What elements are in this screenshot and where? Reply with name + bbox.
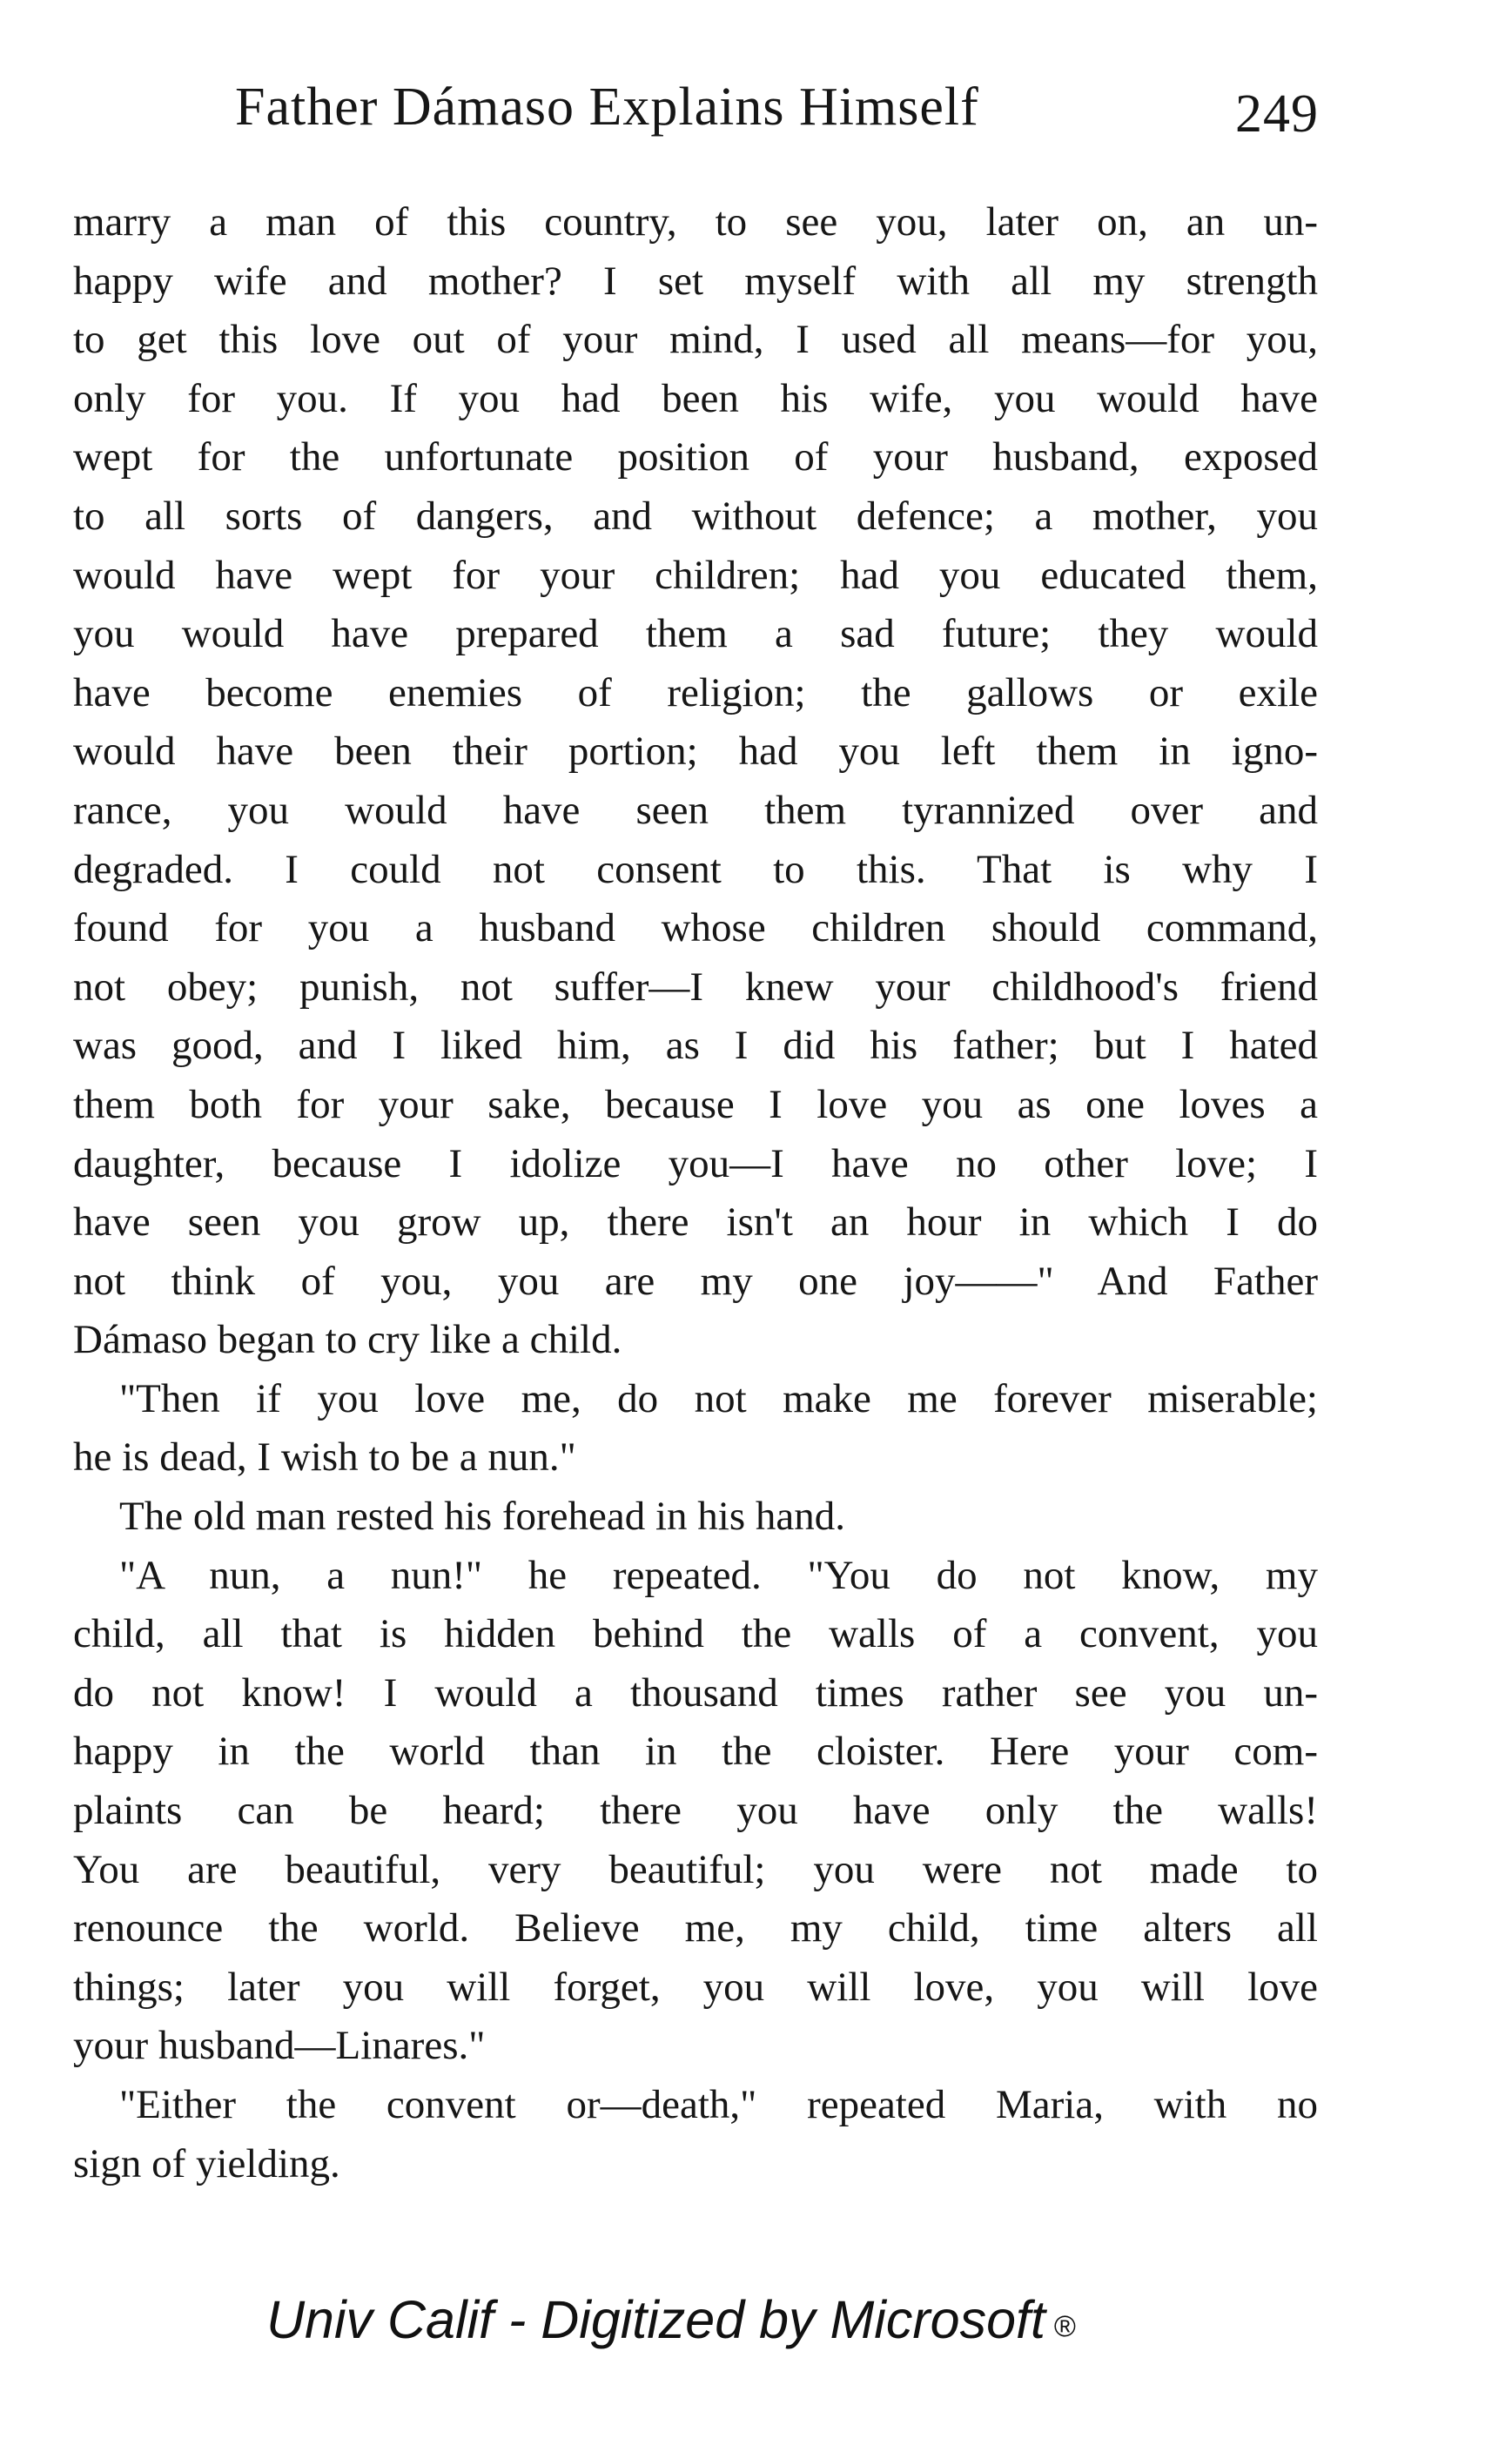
text-line: would have been their portion; had you left them in igno- [73, 729, 1318, 775]
text-line: You are beautiful, very beautiful; you were not made to [73, 1846, 1318, 1892]
text-line: would have wept for your children; had you educated them, [73, 552, 1318, 598]
digitization-watermark [266, 2289, 1076, 2359]
text-line: things; later you will forget, you will love, you will love [73, 1964, 1318, 2010]
chapter-title: Father Dámaso Explains Himself [235, 77, 979, 137]
text-line: you would have prepared them a sad future; they would [73, 611, 1318, 657]
text-line: not think of you, you are my one joy——" And Father [73, 1258, 1318, 1304]
text-line: rance, you would have seen them tyrannized over and [73, 787, 1318, 833]
text-line: have seen you grow up, there isn't an hour in which I do [73, 1199, 1318, 1246]
text-line: to get this love out of your mind, I used all means—for you, [73, 317, 1318, 363]
text-line: only for you. If you had been his wife, you would have [73, 375, 1318, 421]
text-line: to all sorts of dangers, and without defence; a mother, you [73, 493, 1318, 539]
watermark-mark: ® [1053, 2310, 1076, 2343]
watermark-text: Univ Calif - Digitized by Microsoft [266, 2290, 1045, 2349]
running-head [235, 77, 1319, 164]
text-line: renounce the world. Believe me, my child, time alters all [73, 1905, 1318, 1951]
text-line: plaints can be heard; there you have only the walls! [73, 1788, 1318, 1834]
text-line: them both for your sake, because I love you as one loves a [73, 1081, 1318, 1127]
text-line: The old man rested his forehead in his hand. [119, 1494, 846, 1540]
text-line: marry a man of this country, to see you, later on, an un- [73, 199, 1318, 245]
text-line: "A nun, a nun!" he repeated. "You do not know, my [119, 1552, 1318, 1598]
text-line: "Either the convent or—death," repeated Maria, with no [119, 2082, 1318, 2127]
text-line: happy wife and mother? I set myself with all my strength [73, 258, 1318, 304]
text-line: your husband—Linares." [73, 2023, 486, 2069]
text-line: he is dead, I wish to be a nun." [73, 1434, 576, 1481]
text-line: sign of yielding. [73, 2140, 340, 2186]
text-line: do not know! I would a thousand times rather see you un- [73, 1669, 1318, 1716]
text-line: degraded. I could not consent to this. That is why I [73, 846, 1318, 892]
page-number: 249 [1235, 84, 1319, 144]
text-line: happy in the world than in the cloister. Here your com- [73, 1729, 1318, 1775]
text-line: not obey; punish, not suffer—I knew your childhood's friend [73, 964, 1318, 1010]
text-line: child, all that is hidden behind the walls of a convent, you [73, 1611, 1318, 1657]
text-line: daughter, because I idolize you—I have no other love; I [73, 1140, 1318, 1186]
text-line: "Then if you love me, do not make me forever miserable; [119, 1375, 1318, 1421]
text-line: Dámaso began to cry like a child. [73, 1317, 622, 1363]
text-line: was good, and I liked him, as I did his father; but I hated [73, 1023, 1318, 1069]
text-line: wept for the unfortunate position of your husband, exposed [73, 434, 1318, 480]
text-line: have become enemies of religion; the gallows or exile [73, 669, 1318, 715]
text-line: found for you a husband whose children should command, [73, 905, 1318, 951]
body-text [73, 193, 1318, 2193]
